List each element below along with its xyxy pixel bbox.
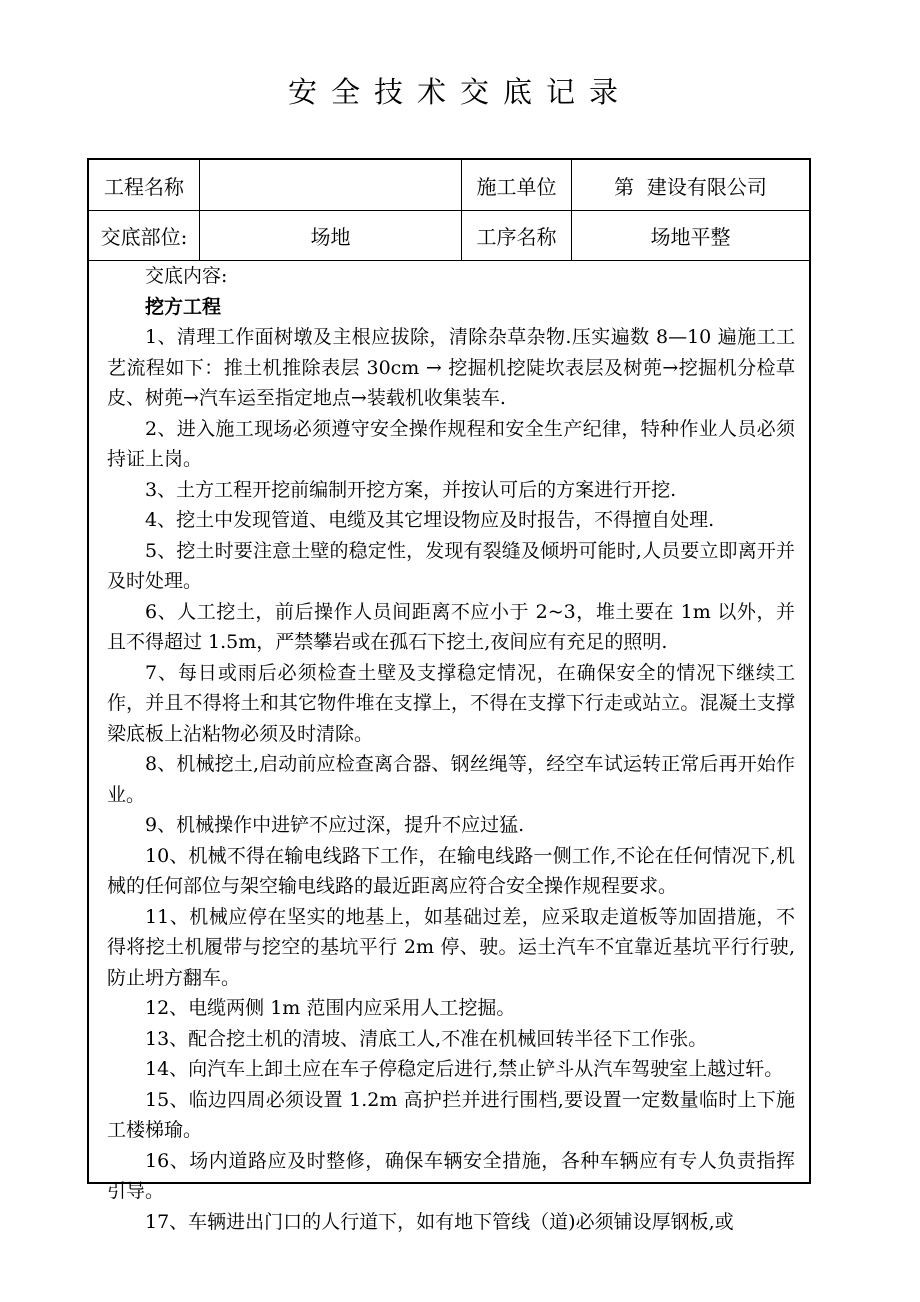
- content-item: 2、进入施工现场必须遵守安全操作规程和安全生产纪律，特种作业人员必须持证上岗。: [107, 417, 795, 470]
- construction-unit-label: 施工单位: [462, 160, 572, 210]
- content-item: 10、机械不得在输电线路下工作，在输电线路一侧工作,不论在任何情况下,机械的任何部位与架空输电线路的最近距离应符合安全操作规程要求。: [107, 844, 795, 897]
- disclosure-record-table: [87, 158, 811, 1233]
- header-row-1: [89, 160, 809, 211]
- content-item: 13、配合挖土机的清坡、清底工人,不准在机械回转半径下工作张。: [145, 1027, 708, 1050]
- content-item: 9、机械操作中进铲不应过深，提升不应过猛.: [145, 814, 525, 836]
- content-item: 16、场内道路应及时整修，确保车辆安全措施，各种车辆应有专人负责指挥引导。: [107, 1149, 795, 1202]
- disclosure-content: [89, 261, 809, 1237]
- content-label: 交底内容:: [145, 265, 228, 287]
- content-item: 8、机械挖土,启动前应检查离合器、钢丝绳等，经空车试运转正常后再开始作业。: [107, 753, 795, 806]
- content-item: 17、车辆进出门口的人行道下，如有地下管线（道)必须铺设厚钢板,或: [145, 1210, 734, 1233]
- content-item: 11、机械应停在坚实的地基上，如基础过差，应采取走道板等加固措施，不得将挖土机履带与挖空的基坑平行 2m 停、驶。运土汽车不宜靠近基坑平行行驶,防止坍方翻车。: [107, 905, 795, 989]
- project-name-label: 工程名称: [89, 160, 200, 210]
- project-name-value: [200, 160, 462, 210]
- content-item: 15、临边四周必须设置 1.2m 高护拦并进行围档,要设置一定数量临时上下施工楼梯瑜。: [107, 1088, 795, 1141]
- process-name-label: 工序名称: [462, 211, 572, 260]
- content-item: 7、每日或雨后必须检查土壁及支撑稳定情况，在确保安全的情况下继续工作，并且不得将土和其它物件堆在支撑上，不得在支撑下行走或站立。混凝土支撑梁底板上沾粘物必须及时清除。: [107, 661, 795, 745]
- content-item: 4、挖土中发现管道、电缆及其它埋设物应及时报告，不得擅自处理.: [145, 509, 715, 531]
- content-item: 3、土方工程开挖前编制开挖方案，并按认可后的方案进行开挖.: [145, 478, 677, 501]
- construction-unit-value: 第 建设有限公司: [614, 174, 767, 199]
- content-item: 14、向汽车上卸土应在车子停稳定后进行,禁止铲斗从汽车驾驶室上越过轩。: [145, 1058, 784, 1080]
- content-item: 1、清理工作面树墩及主根应拔除，清除杂草杂物.压实遍数 8—10 遍施工工艺流程如下：推土机推除表层 30cm → 挖掘机挖陡坎表层及树蔸→挖掘机分检草皮、树蔸→汽车运至指定地点→装载机收集装车.: [107, 326, 795, 409]
- content-item: 5、挖土时要注意土壁的稳定性，发现有裂缝及倾坍可能时,人员要立即离开并及时处理。: [107, 539, 795, 592]
- disclosure-part-label: 交底部位:: [89, 211, 200, 260]
- content-item: 6、人工挖土，前后操作人员间距离不应小于 2~3，堆土要在 1m 以外，并且不得超过 1.5m，严禁攀岩或在孤石下挖土,夜间应有充足的照明.: [107, 600, 795, 653]
- content-item: 12、电缆两侧 1m 范围内应采用人工挖掘。: [145, 997, 516, 1019]
- header-row-2: [89, 211, 809, 261]
- process-name-value: 场地平整: [650, 225, 731, 249]
- section-title: 挖方工程: [145, 295, 222, 318]
- disclosure-part-value: 场地: [200, 211, 462, 260]
- page-title: 安全技术交底记录: [287, 75, 632, 109]
